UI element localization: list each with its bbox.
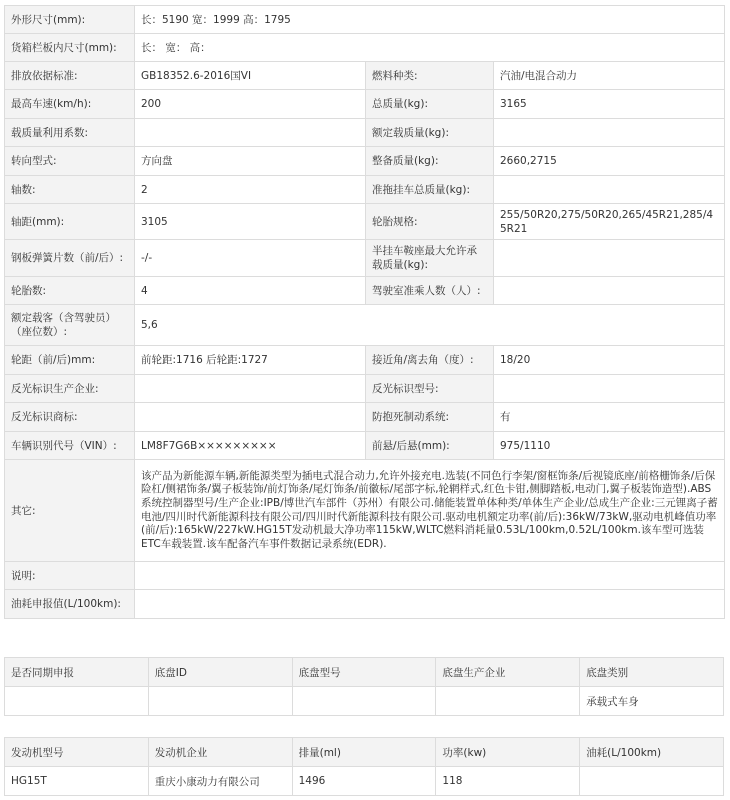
other-label: 其它:: [5, 460, 135, 562]
axles-value: 2: [135, 176, 366, 204]
chassis-table: [4, 657, 724, 716]
chassis-header-cell: 底盘ID: [148, 658, 292, 687]
chassis-cell: 承载式车身: [580, 687, 724, 716]
engine-cell: 重庆小康动力有限公司: [148, 767, 292, 796]
note-label: 说明:: [5, 562, 135, 590]
spec-row-emission: [5, 62, 725, 90]
engine-header-cell: 发动机企业: [148, 738, 292, 767]
seats-label: 额定载客（含驾驶员）（座位数）:: [5, 305, 135, 346]
overhang-value: 975/1110: [494, 432, 725, 460]
reflect-brand-value: [135, 403, 366, 432]
chassis-cell: [436, 687, 580, 716]
other-value: 该产品为新能源车辆,新能源类型为插电式混合动力,允许外接充电.选装(不同色行李架/窗框饰条/后视镜底座/前格栅饰条/后保险杠/侧裙饰条/翼子板装饰/前灯饰条/尾灯饰条/前徽标/尾部字标,轮辋样式,红色卡钳,侧脚踏板,电动门,翼子板装饰造型).ABS系统控制器型号/生产企业:IPB/博世汽车部件（苏州）有限公司.储能装置单体种类/单体生产企业/总成生产企业:三元锂离子蓄电池/四川时代新能源科技有限公司/四川时代新能源科技有限公司.驱动电机额定功率(前/后):36kW/73kW,驱动电机峰值功率(前/后):165kW/227kW.HG15T发动机最大净功率115kW,WLTC燃料消耗量0.53L/100km,0.52L/100km.该车型可选装ETC车载装置.该车配备汽车事件数据记录系统(EDR).: [135, 460, 725, 562]
totalmass-label: 总质量(kg):: [366, 90, 494, 119]
engine-table: [4, 737, 724, 796]
cabseats-value: [494, 277, 725, 305]
spec-row-seats: [5, 305, 725, 346]
chassis-header-cell: 底盘类别: [580, 658, 724, 687]
cabseats-label: 驾驶室准乘人数（人）:: [366, 277, 494, 305]
tire-value: 255/50R20,275/50R20,265/45R21,285/45R21: [494, 204, 725, 240]
spring-label: 钢板弹簧片数（前/后）:: [5, 240, 135, 277]
emission-label: 排放依据标准:: [5, 62, 135, 90]
spec-row-note: [5, 562, 725, 590]
spec-row-wheelbase: [5, 204, 725, 240]
engine-cell: [580, 767, 724, 796]
chassis-cell: [5, 687, 149, 716]
cargo-value: 长： 宽： 高：: [135, 34, 725, 62]
wheelbase-label: 轴距(mm):: [5, 204, 135, 240]
spec-row-cargo: [5, 34, 725, 62]
maxspeed-label: 最高车速(km/h):: [5, 90, 135, 119]
totalmass-value: 3165: [494, 90, 725, 119]
engine-header-cell: 油耗(L/100km): [580, 738, 724, 767]
trailer-label: 准拖挂车总质量(kg):: [366, 176, 494, 204]
track-value: 前轮距:1716 后轮距:1727: [135, 346, 366, 375]
trailer-value: [494, 176, 725, 204]
loadutil-label: 载质量利用系数:: [5, 119, 135, 147]
abs-value: 有: [494, 403, 725, 432]
spec-row-loadutil: [5, 119, 725, 147]
angle-label: 接近角/离去角（度）:: [366, 346, 494, 375]
fuelreport-value: [135, 590, 725, 619]
tirecount-value: 4: [135, 277, 366, 305]
saddle-value: [494, 240, 725, 277]
abs-label: 防抱死制动系统:: [366, 403, 494, 432]
engine-header-row: [5, 738, 724, 767]
curb-label: 整备质量(kg):: [366, 147, 494, 176]
spec-row-steering: [5, 147, 725, 176]
spec-row-fuelreport: [5, 590, 725, 619]
chassis-header-cell: 底盘生产企业: [436, 658, 580, 687]
engine-header-cell: 功率(kw): [436, 738, 580, 767]
steering-value: 方向盘: [135, 147, 366, 176]
vin-value: LM8F7G6B×××××××××: [135, 432, 366, 460]
engine-header-cell: 发动机型号: [5, 738, 149, 767]
curb-value: 2660,2715: [494, 147, 725, 176]
steering-label: 转向型式:: [5, 147, 135, 176]
spec-row-tirecount: [5, 277, 725, 305]
chassis-cell: [292, 687, 436, 716]
tire-label: 轮胎规格:: [366, 204, 494, 240]
maxspeed-value: 200: [135, 90, 366, 119]
spring-value: -/-: [135, 240, 366, 277]
spec-row-vin: [5, 432, 725, 460]
fuel-value: 汽油/电混合动力: [494, 62, 725, 90]
engine-header-cell: 排量(ml): [292, 738, 436, 767]
ratedload-label: 额定载质量(kg):: [366, 119, 494, 147]
chassis-data-row: [5, 687, 724, 716]
saddle-label: 半挂车鞍座最大允许承载质量(kg):: [366, 240, 494, 277]
overhang-label: 前悬/后悬(mm):: [366, 432, 494, 460]
spec-row-size: [5, 6, 725, 34]
chassis-header-cell: 底盘型号: [292, 658, 436, 687]
engine-data-row: [5, 767, 724, 796]
axles-label: 轴数:: [5, 176, 135, 204]
angle-value: 18/20: [494, 346, 725, 375]
seats-value: 5,6: [135, 305, 725, 346]
spec-row-axles: [5, 176, 725, 204]
chassis-header-cell: 是否同期申报: [5, 658, 149, 687]
spec-row-track: [5, 346, 725, 375]
reflect-brand-label: 反光标识商标:: [5, 403, 135, 432]
loadutil-value: [135, 119, 366, 147]
reflect-maker-value: [135, 375, 366, 403]
wheelbase-value: 3105: [135, 204, 366, 240]
reflect-maker-label: 反光标识生产企业:: [5, 375, 135, 403]
chassis-header-row: [5, 658, 724, 687]
spec-table: [4, 5, 725, 619]
engine-cell: 118: [436, 767, 580, 796]
size-value: 长：5190 宽：1999 高：1795: [135, 6, 725, 34]
chassis-cell: [148, 687, 292, 716]
spec-row-reflect-maker: [5, 375, 725, 403]
ratedload-value: [494, 119, 725, 147]
engine-cell: 1496: [292, 767, 436, 796]
reflect-model-value: [494, 375, 725, 403]
cargo-label: 货箱栏板内尺寸(mm):: [5, 34, 135, 62]
emission-value: GB18352.6-2016国VI: [135, 62, 366, 90]
fuelreport-label: 油耗申报值(L/100km):: [5, 590, 135, 619]
vin-label: 车辆识别代号（VIN）:: [5, 432, 135, 460]
spec-row-reflect-brand: [5, 403, 725, 432]
track-label: 轮距（前/后)mm:: [5, 346, 135, 375]
spec-row-other: [5, 460, 725, 562]
spec-row-spring: [5, 240, 725, 277]
fuel-label: 燃料种类:: [366, 62, 494, 90]
reflect-model-label: 反光标识型号:: [366, 375, 494, 403]
engine-cell: HG15T: [5, 767, 149, 796]
spec-row-maxspeed: [5, 90, 725, 119]
note-value: [135, 562, 725, 590]
size-label: 外形尺寸(mm):: [5, 6, 135, 34]
tirecount-label: 轮胎数:: [5, 277, 135, 305]
